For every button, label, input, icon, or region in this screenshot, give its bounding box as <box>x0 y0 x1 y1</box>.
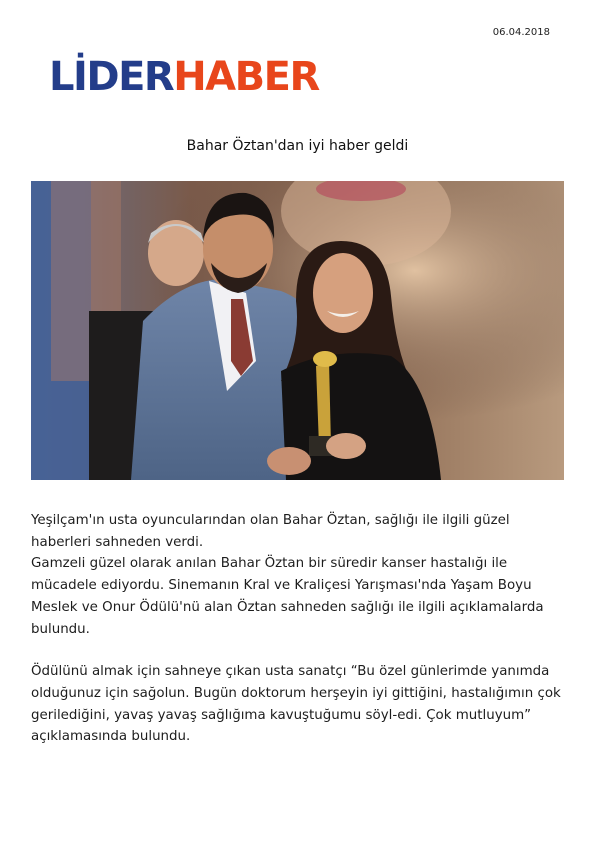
site-logo[interactable] <box>49 55 319 99</box>
award-ceremony-photo <box>31 181 564 480</box>
article-title: Bahar Öztan'dan iyi haber geldi <box>186 138 409 154</box>
logo-text-lider: LİDER <box>49 54 174 100</box>
logo-text-haber: HABER <box>173 54 319 100</box>
article-paragraph: Yeşilçam'ın usta oyuncularından olan Bahar Öztan, sağlığı ile ilgili güzel haberleri sahneden verdi. <box>31 513 510 550</box>
article-photo <box>31 181 564 480</box>
article-body <box>31 510 566 748</box>
article-paragraph: Gamzeli güzel olarak anılan Bahar Öztan bir süredir kanser hastalığı ile mücadele ediyordu. Sinemanın Kral ve Kraliçesi Yarışması'nda Yaşam Boyu Meslek ve Onur Ödülü'nü alan Öztan sahneden sağlığı ile ilgili açıklamalarda bulundu. <box>31 556 544 637</box>
article-paragraph: Ödülünü almak için sahneye çıkan usta sanatçı “Bu özel günlerimde yanımda olduğunuz için sağolun. Bugün doktorum herşeyin iyi gittiğini, hastalığımın çok gerilediğini, yavaş yavaş sağlığıma kavuştuğumu söyl-edi. Çok mutluyum” açıklamasında bulundu. <box>31 664 561 745</box>
publish-date: 06.04.2018 <box>492 27 550 38</box>
